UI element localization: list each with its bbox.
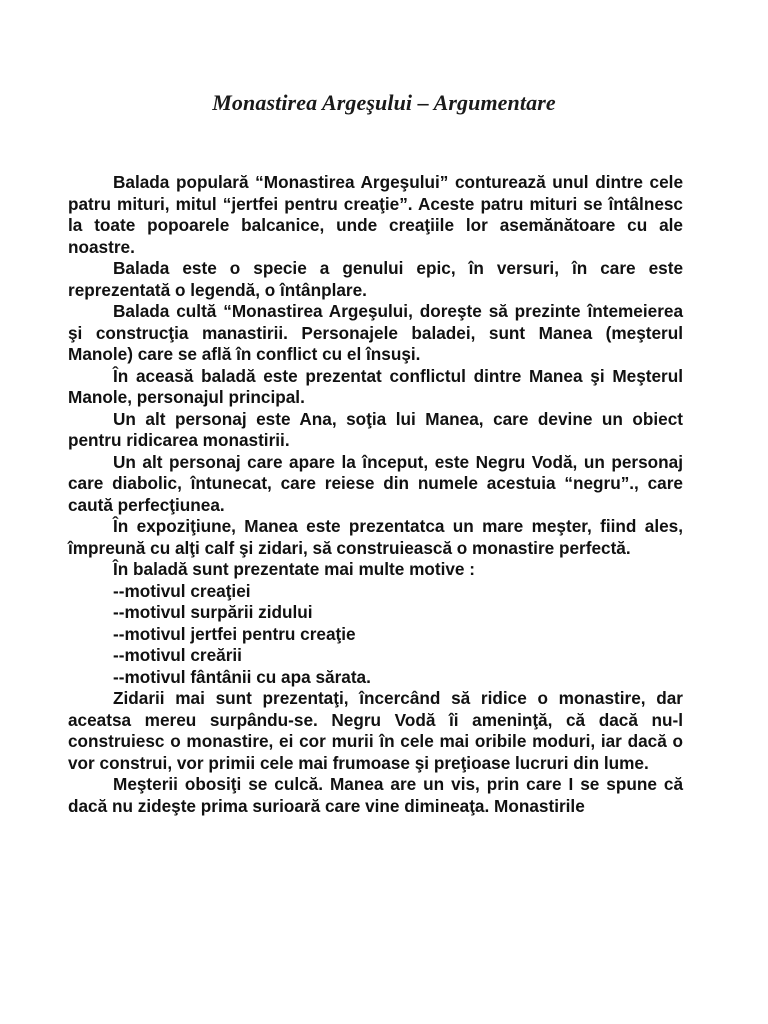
paragraph-exposition: În expoziţiune, Manea este prezentatca un mare meşter, fiind ales, împreună cu alţi calf şi zidari, să construiească o monastire perfectă. [68,516,683,558]
document-title: Monastirea Argeşului – Argumentare [212,90,556,115]
paragraph-negru-voda: Un alt personaj care apare la început, este Negru Vodă, un personaj care diabolic, întunecat, care reiese din numele acestuia “negru”., care caută perfecţiunea. [68,451,683,515]
motive-list-item: --motivul fântânii cu apa sărata. [113,666,371,687]
paragraph-species: Balada este o specie a genului epic, în versuri, în care este reprezentată o legendă, o întânplare. [68,258,683,300]
motive-list-item: --motivul creaţiei [113,580,251,601]
motive-list-item: --motivul creării [113,645,242,665]
paragraph-cult-ballad: Balada cultă “Monastirea Argeşului, doreşte să prezinte întemeierea şi construcţia manastirii. Personajele baladei, sunt Manea (meşterul Manole) care se află în conflict cu el însuşi. [68,301,683,364]
paragraph-motives-intro: În baladă sunt prezentate mai multe motive : [113,559,475,579]
document-body [68,172,683,817]
paragraph-intro: Balada populară “Monastirea Argeşului” conturează unul dintre cele patru mituri, mitul “jertfei pentru creaţie”. Aceste patru mituri se întâlnesc la toate popoarele balcanice, unde creaţiile lor asemănătoare cu ale noastre. [68,172,683,257]
paragraph-dream: Meşterii obosiţi se culcă. Manea are un vis, prin care I se spune că dacă nu zideşte prima surioară care vine dimineaţa. Monastirile [68,774,683,816]
paragraph-ana: Un alt personaj este Ana, soţia lui Manea, care devine un obiect pentru ridicarea monastirii. [68,408,683,450]
motive-list-item: --motivul jertfei pentru creaţie [113,623,356,644]
motive-list-item: --motivul surpării zidului [113,602,313,622]
paragraph-builders: Zidarii mai sunt prezentaţi, încercând să ridice o monastire, dar aceatsa mereu surpându-se. Negru Vodă îi ameninţă, că dacă nu-l construiesc o monastire, ei cor murii în cele mai oribile moduri, iar dacă o vor construi, vor primii cele mai frumoase şi preţioase lucruri din lume. [68,688,683,773]
paragraph-conflict: În aceasă baladă este prezentat conflictul dintre Manea şi Meşterul Manole, personajul principal. [68,365,683,407]
